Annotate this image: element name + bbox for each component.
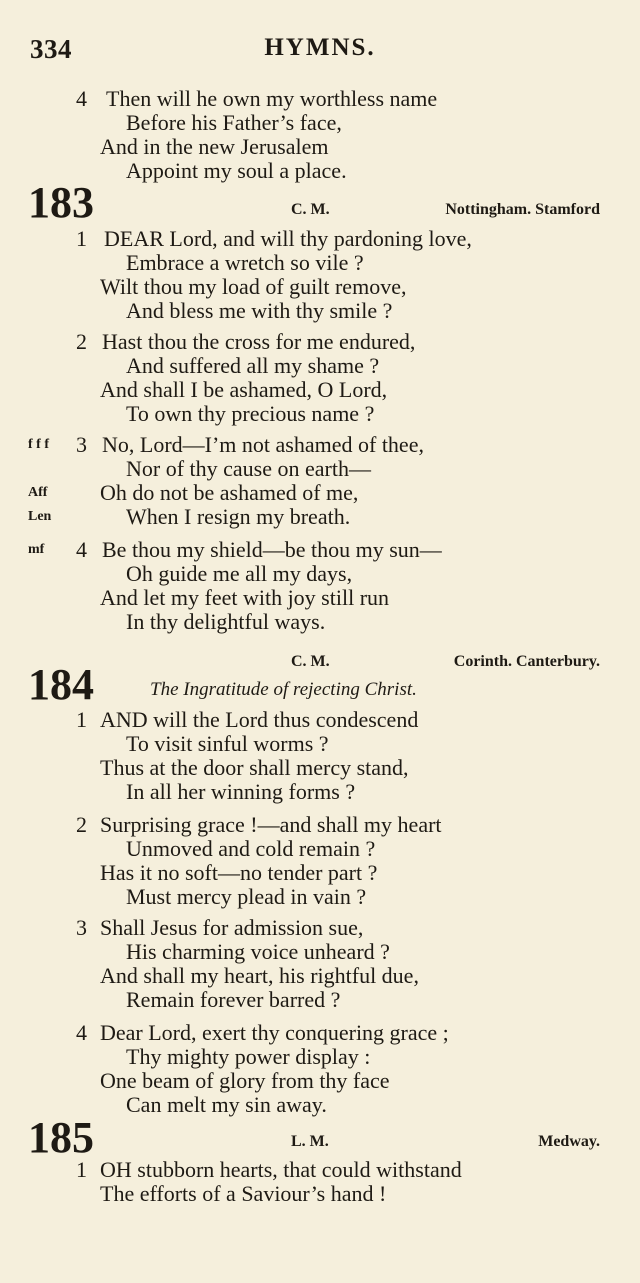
hymn-subtitle: The Ingratitude of rejecting Christ. xyxy=(150,679,417,700)
verse-line: DEAR Lord, and will thy pardoning love, xyxy=(104,226,472,251)
verse-line: His charming voice unheard ? xyxy=(126,939,390,964)
verse-line: Wilt thou my load of guilt remove, xyxy=(100,274,407,299)
tune-names: Medway. xyxy=(538,1133,600,1150)
verse-line: And let my feet with joy still run xyxy=(100,585,390,610)
verse-line: To visit sinful worms ? xyxy=(126,731,329,756)
verse-line: Embrace a wretch so vile ? xyxy=(126,250,364,275)
verse-line: The efforts of a Saviour’s hand ! xyxy=(100,1181,387,1206)
verse-number: 1 xyxy=(76,707,87,732)
verse-number: 1 xyxy=(76,226,87,251)
verse-line: And bless me with thy smile ? xyxy=(126,298,393,323)
verse-line: Unmoved and cold remain ? xyxy=(126,836,376,861)
meter: L. M. xyxy=(291,1133,329,1150)
meter: C. M. xyxy=(291,201,330,218)
dynamic-marking: Aff xyxy=(28,485,48,500)
verse-line: Be thou my shield—be thou my sun— xyxy=(102,537,442,562)
dynamic-marking: mf xyxy=(28,542,45,557)
verse-line: Thy mighty power display : xyxy=(126,1044,371,1069)
tune-names: Nottingham. Stamford xyxy=(445,201,600,218)
verse-line: Surprising grace !—and shall my heart xyxy=(100,812,442,837)
dynamic-marking: Len xyxy=(28,509,52,524)
verse-line: Then will he own my worthless name xyxy=(106,86,438,111)
verse-number: 2 xyxy=(76,329,87,354)
hymn-meta xyxy=(0,201,600,223)
hymn-number: 183 xyxy=(28,178,94,227)
verse-line: In all her winning forms ? xyxy=(126,779,356,804)
verse-line: Oh guide me all my days, xyxy=(126,561,353,586)
verse-number: 3 xyxy=(76,432,87,457)
page-header xyxy=(30,34,610,68)
dynamic-marking: f f f xyxy=(28,437,49,452)
verse-line: Nor of thy cause on earth— xyxy=(126,456,371,481)
verse-line: Appoint my soul a place. xyxy=(126,158,347,183)
verse-line: To own thy precious name ? xyxy=(126,401,375,426)
verse-number: 4 xyxy=(76,537,87,562)
verse-line: Must mercy plead in vain ? xyxy=(126,884,367,909)
verse-number: 3 xyxy=(76,915,87,940)
verse-line: Thus at the door shall mercy stand, xyxy=(100,755,409,780)
verse-number: 1 xyxy=(76,1157,87,1182)
verse-line: In thy delightful ways. xyxy=(126,609,326,634)
verse-line: Has it no soft—no tender part ? xyxy=(100,860,378,885)
verse-line: No, Lord—I’m not ashamed of thee, xyxy=(102,432,424,457)
verse-line: When I resign my breath. xyxy=(126,504,351,529)
running-title: HYMNS. xyxy=(264,34,376,61)
meter: C. M. xyxy=(291,653,330,670)
verse-line: And shall my heart, his rightful due, xyxy=(100,963,419,988)
verse-line: Oh do not be ashamed of me, xyxy=(100,480,359,505)
verse-line: And suffered all my shame ? xyxy=(126,353,380,378)
tune-names: Corinth. Canterbury. xyxy=(453,653,600,670)
verse-line: Shall Jesus for admission sue, xyxy=(100,915,364,940)
verse-line: Before his Father’s face, xyxy=(126,110,342,135)
verse-line: One beam of glory from thy face xyxy=(100,1068,390,1093)
page-number: 334 xyxy=(30,34,72,64)
verse-line: Hast thou the cross for me endured, xyxy=(102,329,416,354)
verse-line: OH stubborn hearts, that could withstand xyxy=(100,1157,462,1182)
verse-line: AND will the Lord thus condescend xyxy=(100,707,419,732)
hymn-meta xyxy=(0,1133,600,1155)
verse-line: Dear Lord, exert thy conquering grace ; xyxy=(100,1020,449,1045)
verse-number: 4 xyxy=(76,86,87,111)
verse-number: 2 xyxy=(76,812,87,837)
verse-line: Remain forever barred ? xyxy=(126,987,341,1012)
verse-line: And shall I be ashamed, O Lord, xyxy=(100,377,388,402)
hymn-number: 185 xyxy=(28,1113,94,1162)
verse-line: Can melt my sin away. xyxy=(126,1092,327,1117)
hymn-number: 184 xyxy=(28,660,94,709)
verse-line: And in the new Jerusalem xyxy=(100,134,329,159)
verse-number: 4 xyxy=(76,1020,87,1045)
